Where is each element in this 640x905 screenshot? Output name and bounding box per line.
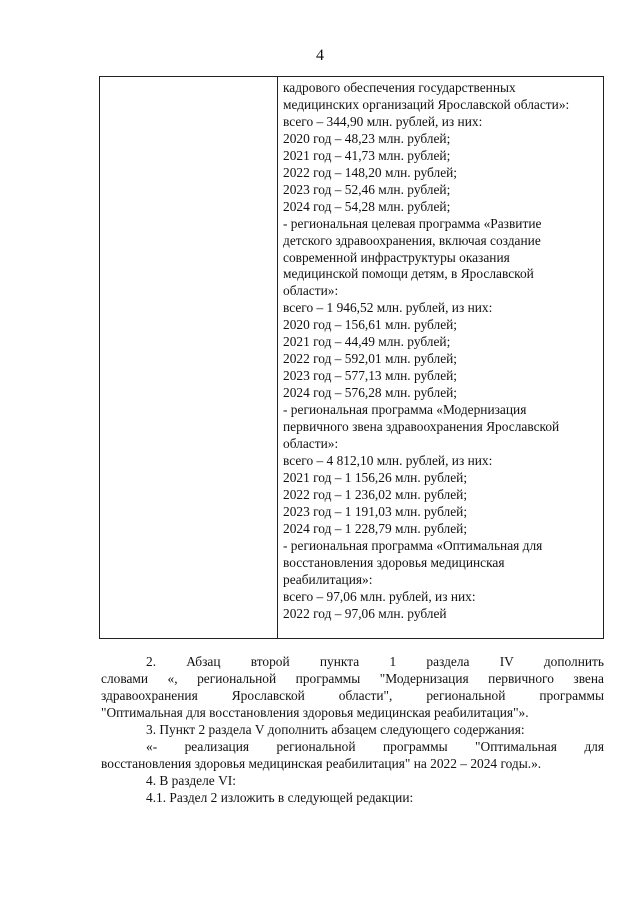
table-line: 2022 год – 97,06 млн. рублей [283,605,447,621]
table-line: 2022 год – 592,01 млн. рублей; [283,351,458,367]
table-line: - региональная программа «Оптимальная для [283,537,543,553]
table-line: всего – 97,06 млн. рублей, из них: [283,588,476,604]
table-cell-funding-text [283,80,601,623]
funding-table [99,76,604,639]
table-line: медицинской помощи детям, в Ярославской [283,266,534,282]
table-line: 2023 год – 577,13 млн. рублей; [283,368,458,384]
table-line: медицинских организаций Ярославской области»: [283,96,570,112]
table-line: первичного звена здравоохранения Ярославской [283,419,560,435]
table-line: 2021 год – 41,73 млн. рублей; [283,147,451,163]
table-line: 2021 год – 1 156,26 млн. рублей; [283,469,468,485]
table-line: современной инфраструктуры оказания [283,249,510,265]
table-line: всего – 4 812,10 млн. рублей, из них: [283,452,493,468]
table-line: 2023 год – 52,46 млн. рублей; [283,181,451,197]
table-line: кадрового обеспечения государственных [283,80,516,95]
paragraph-line: «- реализация региональной программы "Оптимальная для [146,738,604,754]
paragraph-line: "Оптимальная для восстановления здоровья медицинская реабилитация"». [101,704,529,720]
table-line: восстановления здоровья медицинская [283,554,505,570]
table-column-divider [277,77,278,638]
paragraph-4-1: 4.1. Раздел 2 изложить в следующей редакции: [146,789,414,805]
table-line: 2022 год – 1 236,02 млн. рублей; [283,486,468,502]
table-line: области»: [283,283,339,299]
paragraph-2 [101,654,604,722]
paragraph-line: здравоохранения Ярославской области", региональной программы [101,687,604,703]
table-line: - региональная целевая программа «Развитие [283,215,542,231]
paragraph-4: 4. В разделе VI: [146,772,236,788]
table-line: 2023 год – 1 191,03 млн. рублей; [283,503,468,519]
paragraph-line: восстановления здоровья медицинская реабилитация" на 2022 – 2024 годы.». [101,755,542,771]
table-line: 2020 год – 48,23 млн. рублей; [283,130,451,146]
table-line: всего – 1 946,52 млн. рублей, из них: [283,300,493,316]
page-number: 4 [316,47,324,64]
table-line: 2024 год – 576,28 млн. рублей; [283,385,458,401]
paragraph-3-quote [101,739,604,773]
table-line: - региональная программа «Модернизация [283,402,527,418]
table-line: области»: [283,436,339,452]
table-line: 2021 год – 44,49 млн. рублей; [283,334,451,350]
table-line: 2020 год – 156,61 млн. рублей; [283,317,458,333]
table-line: детского здравоохранения, включая создание [283,232,541,248]
table-line: всего – 344,90 млн. рублей, из них: [283,113,483,129]
paragraph-3: 3. Пункт 2 раздела V дополнить абзацем следующего содержания: [146,721,525,737]
table-line: 2024 год – 54,28 млн. рублей; [283,198,451,214]
table-line: реабилитация»: [283,571,373,587]
table-line: 2022 год – 148,20 млн. рублей; [283,164,458,180]
paragraph-line: словами «, региональной программы "Модернизация первичного звена [101,670,604,686]
table-line: 2024 год – 1 228,79 млн. рублей; [283,520,468,536]
document-body [101,654,604,807]
paragraph-line: 2. Абзац второй пункта 1 раздела IV дополнить [146,654,604,669]
